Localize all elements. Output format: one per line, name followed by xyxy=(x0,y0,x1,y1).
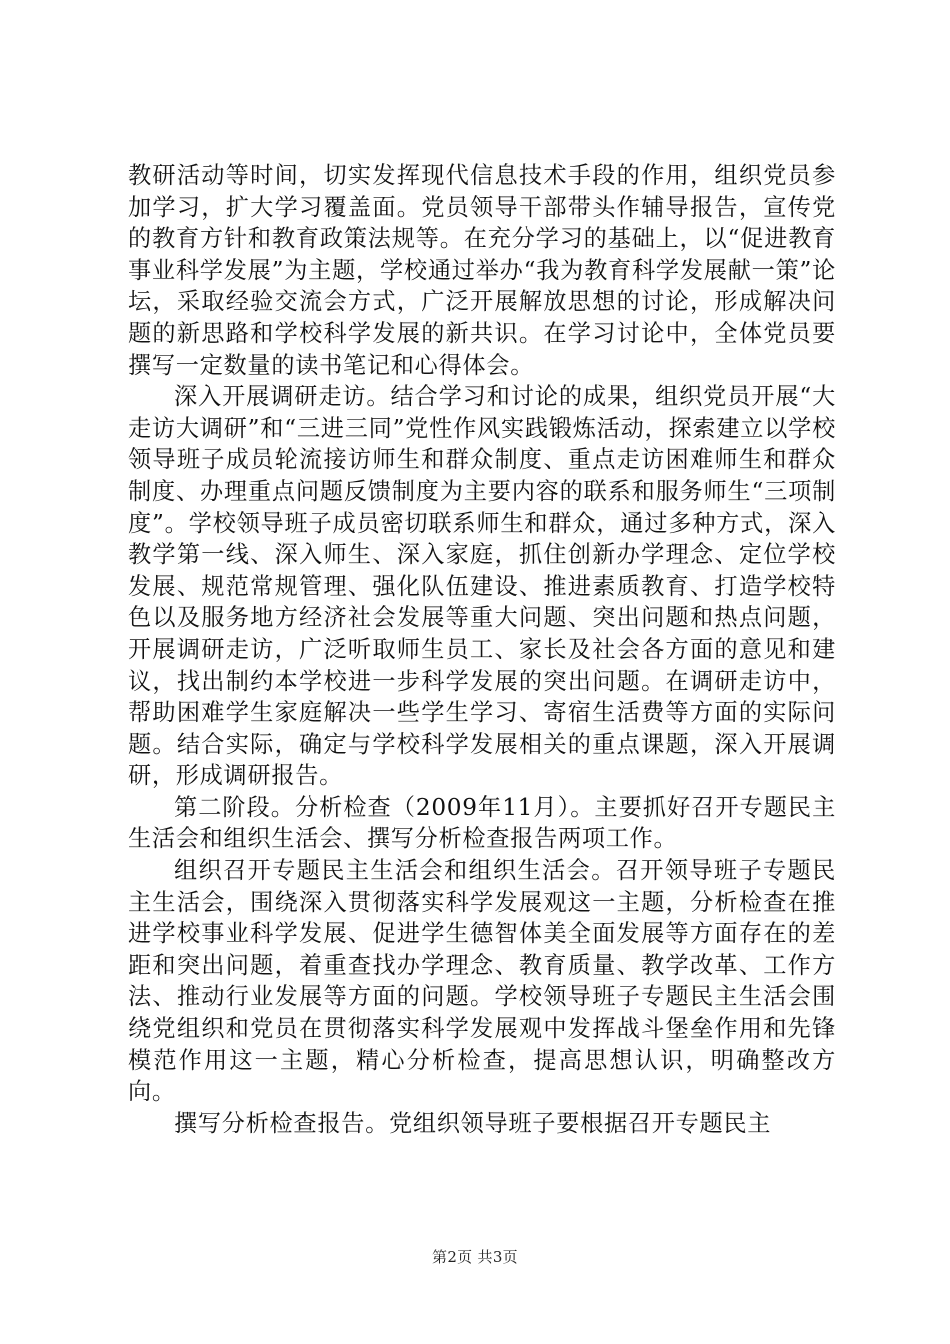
document-body xyxy=(128,160,836,1139)
page-number-label: 第2页 共3页 xyxy=(432,1248,518,1266)
paragraph-second-stage: 第二阶段。分析检查（2009年11月）。主要抓好召开专题民主生活会和组织生活会、撰写分析检查报告两项工作。 xyxy=(128,793,836,853)
paragraph-democratic-life-meeting: 组织召开专题民主生活会和组织生活会。召开领导班子专题民主生活会，围绕深入贯彻落实科学发展观这一主题，分析检查在推进学校事业科学发展、促进学生德智体美全面发展等方面存在的差距和突出问题，着重查找办学理念、教育质量、教学改革、工作方法、推动行业发展等方面的问题。学校领导班子专题民主生活会围绕党组织和党员在贯彻落实科学发展观中发挥战斗堡垒作用和先锋模范作用这一主题，精心分析检查，提高思想认识，明确整改方向。 xyxy=(128,857,836,1106)
paragraph-study-discussion: 教研活动等时间，切实发挥现代信息技术手段的作用，组织党员参加学习，扩大学习覆盖面。党员领导干部带头作辅导报告，宣传党的教育方针和教育政策法规等。在充分学习的基础上，以“促进教育事业科学发展”为主题，学校通过举办“我为教育科学发展献一策”论坛，采取经验交流会方式，广泛开展解放思想的讨论，形成解决问题的新思路和学校科学发展的新共识。在学习讨论中，全体党员要撰写一定数量的读书笔记和心得体会。 xyxy=(128,162,836,379)
paragraph-research-visits: 深入开展调研走访。结合学习和讨论的成果，组织党员开展“大走访大调研”和“三进三同”党性作风实践锻炼活动，探索建立以学校领导班子成员轮流接访师生和群众制度、重点走访困难师生和群众制度、办理重点问题反馈制度为主要内容的联系和服务师生“三项制度”。学校领导班子成员密切联系师生和群众，通过多种方式，深入教学第一线、深入师生、深入家庭，抓住创新办学理念、定位学校发展、规范常规管理、强化队伍建设、推进素质教育、打造学校特色以及服务地方经济社会发展等重大问题、突出问题和热点问题，开展调研走访，广泛听取师生员工、家长及社会各方面的意见和建议，找出制约本学校进一步科学发展的突出问题。在调研走访中，帮助困难学生家庭解决一些学生学习、寄宿生活费等方面的实际问题。结合实际，确定与学校科学发展相关的重点课题，深入开展调研，形成调研报告。 xyxy=(128,383,836,790)
paragraph-analysis-report: 撰写分析检查报告。党组织领导班子要根据召开专题民主 xyxy=(174,1109,772,1137)
page-footer xyxy=(0,1247,950,1267)
